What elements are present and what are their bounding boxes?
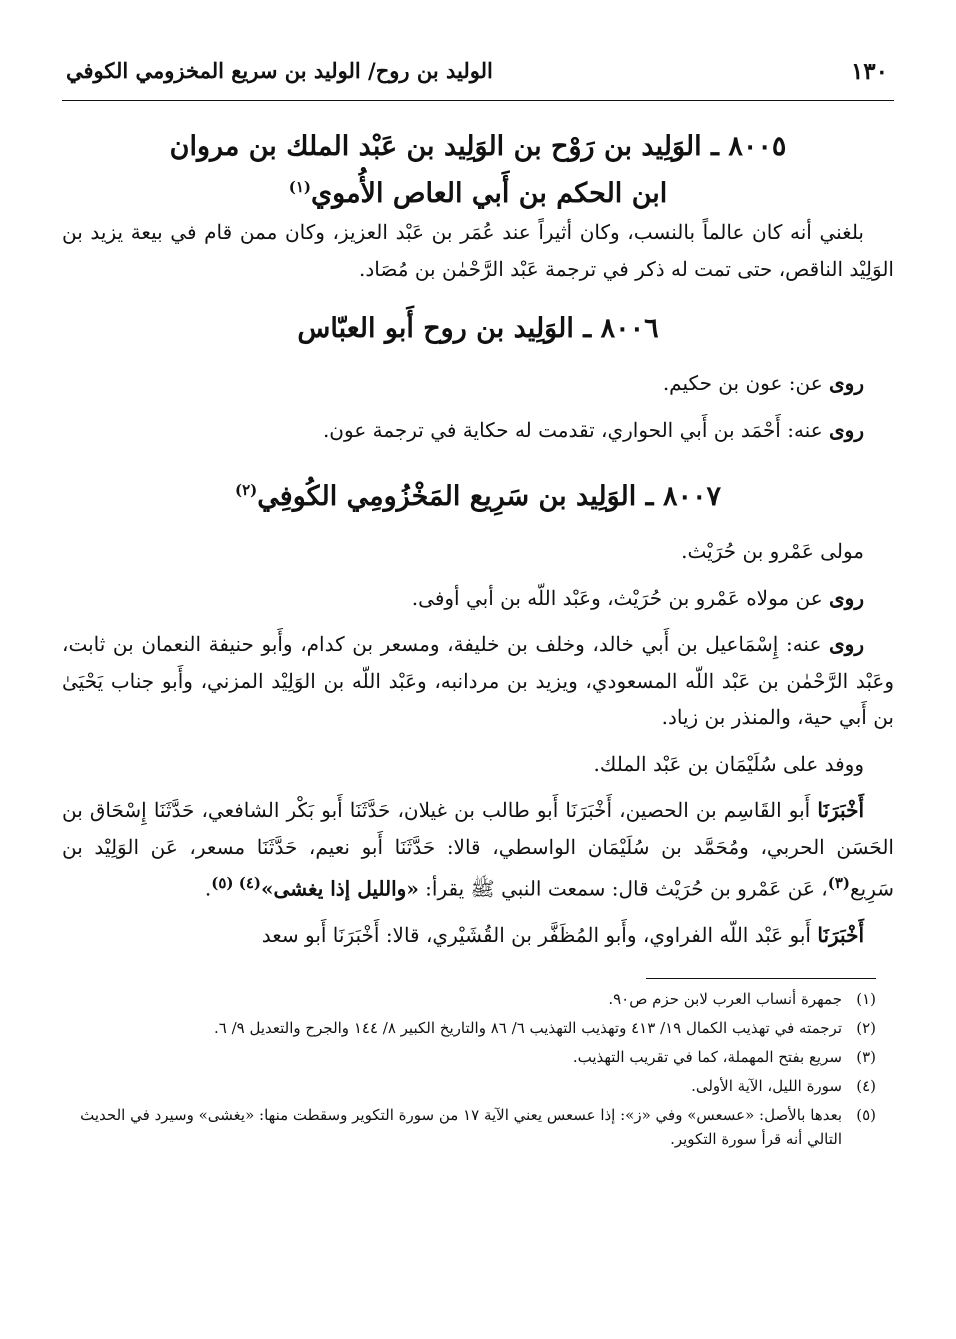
footnote-3 [62,1045,894,1069]
entry-8005-title-line1: ٨٠٠٥ ـ الوَلِيد بن رَوْح بن الوَلِيد بن عَبْد الملك بن مروان [169,131,787,162]
rawa-label: روى [829,417,864,442]
rawa-anhu-text: عنه: إِسْمَاعيل بن أَبي خالد، وخلف بن خليفة، ومسعر بن كدام، وأَبو حنيفة النعمان بن ثابت، وعَبْد الرَّحْمٰن بن عَبْد اللّه المسعودي، ويزيد بن مردانبه، وعَبْد اللّه بن الوَلِيْد المزني، وأَبو جناب يَحْيَىٰ بن أَبي حية، والمنذر بن زياد. [62,632,894,729]
isnad-1-end: . [204,876,212,901]
footnote-number: (٥) [856,1105,876,1124]
entry-8006-rawa-anhu [62,402,894,449]
rawa-label: روى [829,585,864,610]
running-header [62,48,894,101]
isnad-1-text-a: أَبو القَاسِم بن الحصين، أَخْبَرَنَا أَبو طالب بن غيلان، حَدَّثَنَا أَبو بَكْر الشافعي، حَدَّثَنَا إِسْحَاق بن الحَسَن الحربي، ومُحَمَّد بن سُلَيْمَان الواسطي، قالا: حَدَّثَنَا أَبو نعيم، حَدَّثَنَا مسعر، عَن الوَلِيْد بن سَرِيع [62,798,894,901]
footnote-number: (٤) [856,1076,876,1095]
akhbarana-label: أَخْبَرَنَا [817,923,864,948]
footnote-5 [62,1103,894,1151]
entry-8006-rawa-an [62,355,894,402]
entry-8007-isnad-2 [62,907,894,954]
footnote-text: جمهرة أنساب العرب لابن حزم ص٩٠. [608,989,842,1008]
footnote-2 [62,1016,894,1040]
entry-8007-wafada: ووفد على سُلَيْمَان بن عَبْد الملك. [593,751,864,776]
footnote-text: سورة الليل، الآية الأولى. [691,1076,842,1095]
entry-8005-title-line2 [62,167,894,214]
footnote-text: ترجمته في تهذيب الكمال ١٩/ ٤١٣ وتهذيب التهذيب ٦/ ٨٦ والتاريخ الكبير ٨/ ١٤٤ والجرح والتعديل ٩/ ٦. [214,1018,842,1037]
rawa-an-text: عن: عون بن حكيم. [662,371,830,395]
footnote-ref-5: (٥) [211,874,239,892]
entry-8007-rawa-anhu [62,616,894,736]
quran-quote: «والليل إذا يغشى» [261,876,419,901]
footnote-number: (٢) [856,1018,876,1037]
footnote-text: سريع بفتح المهملة، كما في تقريب التهذيب. [572,1047,842,1066]
rawa-label: روى [829,632,864,656]
entry-8007-title-text: ٨٠٠٧ ـ الوَلِيد بن سَرِيع المَخْزُومِي الكُوفِي [257,481,721,512]
footnote-ref-1: (١) [288,178,311,196]
footnote-1 [62,987,894,1011]
rawa-label: روى [829,371,864,395]
rawa-an-text: عن مولاه عَمْرو بن حُرَيْث، وعَبْد اللّه بن أبي أوفى. [411,585,830,610]
entry-8007-mawla: مولى عَمْرو بن حُرَيْث. [681,539,864,563]
running-title: الوليد بن روح/ الوليد بن سريع المخزومي الكوفي [66,58,493,83]
footnote-number: (٣) [856,1047,876,1066]
entry-8007-title [62,470,894,517]
entry-8007-rawa-an [62,570,894,617]
rawa-anhu-text: عنه: أَحْمَد بن أَبي الحواري، تقدمت له حكاية في ترجمة عون. [322,417,830,442]
footnote-ref-3: (٣) [827,874,850,892]
isnad-2-text: أَبو عَبْد اللّه الفراوي، وأَبو المُظَفَّر بن القُشَيْري، قالا: أَخْبَرَنَا أَبو سعد [261,923,818,948]
akhbarana-label: أَخْبَرَنَا [817,798,864,822]
entry-8005-body: بلغني أنه كان عالماً بالنسب، وكان أثيراً عند عُمَر بن عَبْد العزيز، وكان ممن قام في بيعة يزيد بن الوَلِيْد الناقص، حتى تمت له ذكر في ترجمة عَبْد الرَّحْمٰن بن مُصَاد. [62,220,894,281]
isnad-1-text-b: ، عَن عَمْرو بن حُرَيْث قال: سمعت النبي ﷺ يقرأ: [418,876,828,901]
book-page [62,48,894,1156]
footnote-ref-4: (٤) [238,874,262,892]
footnote-text: بعدها بالأصل: «عسعس» وفي «ز»: إذا عسعس يعني الآية ١٧ من سورة التكوير وسقطت منها: «يغشى» وسيرد في الحديث التالي أنه قرأ سورة التكوير. [80,1105,842,1148]
entry-8006-title: ٨٠٠٦ ـ الوَلِيد بن روح أَبو العبّاس [297,313,659,344]
footnote-separator [646,978,876,979]
footnote-number: (١) [856,989,876,1008]
footnote-4 [62,1074,894,1098]
entry-8005-title-text: ابن الحكم بن أَبي العاص الأُموي [311,178,668,209]
entry-8007-isnad-1 [62,782,894,907]
page-number: ١٣٠ [850,58,888,85]
footnote-ref-2: (٢) [235,481,258,499]
